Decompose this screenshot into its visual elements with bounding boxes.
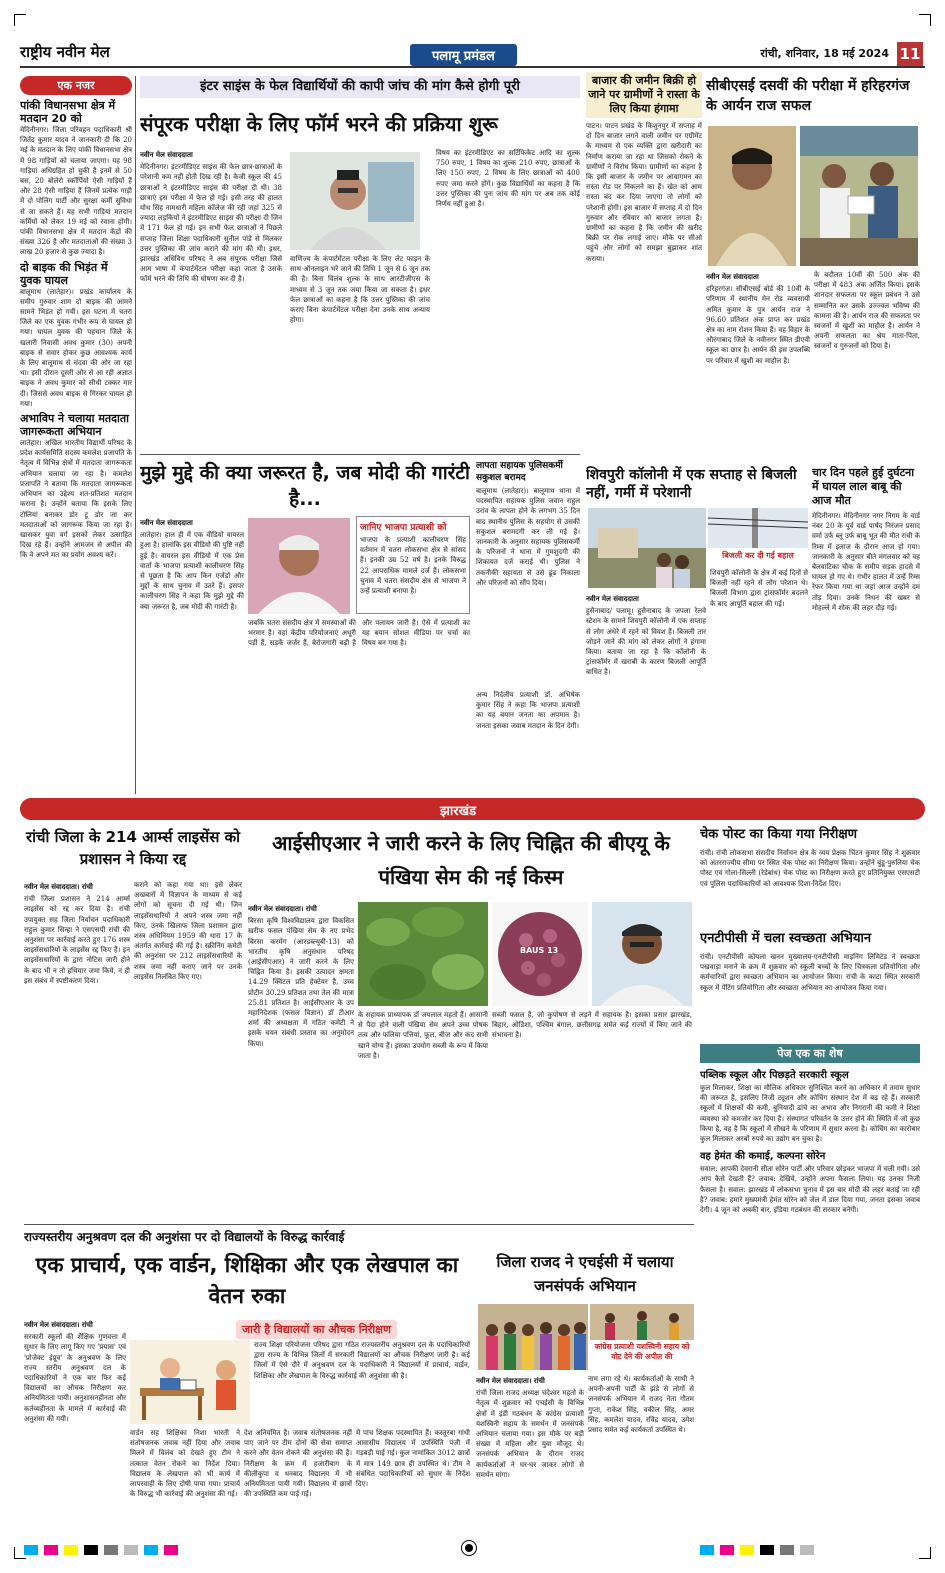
print-color-bar: [700, 1545, 814, 1555]
crowd-illustration: [478, 1304, 588, 1370]
story-body: शिवपुरी कॉलोनी के क्षेत्र में कई दिनों से बिजली नहीं रहने से लोग परेशान थे। बिजली विभाग द्वारा ट्रांसफॉर्मर बदलने के बाद आपूर्ति बहाल की गई।: [710, 569, 808, 608]
headline-text: चार दिन पहले हुई दुर्घटना में घायल लाल बाबू की आज मौत: [812, 466, 915, 507]
pole-photo: [708, 508, 808, 548]
brief-title: दो बाइक की भिड़ंत में युवक घायल: [20, 260, 108, 287]
body-text: हरिहरगंज। सीबीएसई बोर्ड की 10वीं के परिणाम में स्थानीय मेन रोड व्यवसायी अमित कुमार के पुत्र आर्यन राज ने 96.60 प्रतिशत अंक प्राप्त कर प्रखंड क्षेत्र का नाम रोशन किया है। वह विहार के औरंगाबाद जिले के नवीनगर स्थित डीएवी स्कूल का छात्र है। आर्यन की इस उपलब्धि पर परिवार में खुशी का माहौल है।: [706, 285, 810, 365]
body-text: बिरसा कृषि विश्वविद्यालय द्वारा विकसित खरीफ फसल पंखिया सेम के नए प्रभेद बिरसा करमेंग (आरडब्ल्यूबी-13) को भारतीय कृषि अनुसंधान परिषद (आईसीएआर) ने जारी करने के लिए चिह्नित किया है। इसकी उत्पादन क्षमता 14.29 क्विंटल प्रति हेक्टेयर है, उच्च प्रोटीन 30.29 प्रतिशत तथा तेल की मात्रा 25.81 प्रतिशत है। आईसीएआर के उप महानिदेशक (फसल विज्ञान) डॉ टीआर शर्मा की अध्यक्षता में गठित कमेटी ने इसके चयन संबंधी प्रस्ताव का अनुमोदन किया।: [248, 917, 354, 1048]
campaign-photo: [478, 1304, 588, 1370]
story-kicker: [140, 76, 580, 98]
body-text: हुसैनाबाद/ पलामू। हुसैनाबाद के जपला रेलवे स्टेशन के सामने शिवपुरी कॉलोनी में एक सप्ताह से लोग अंधेरे में रहने को विवश हैं। बिजली तार जोड़ने जाने की मांग को लेकर लोगों ने हंगामा किया। बताया जा रहा है कि कॉलोनी के ट्रांसफॉर्मर में खराबी के कारण बिजली आपूर्ति बाधित है।: [586, 607, 706, 677]
continued-body: सवाल: आपकी देवरानी सीता सोरेन पार्टी और परिवार छोड़कर भाजपा में चली गयी। उसे आप कैसे देखती हैं? जवाब: देखिये, उन्होंने अपना फैसला लिया। यह उनका निजी फैसला है। सवाल: झारखंड में लोकसभा चुनाव में इस बार मोदी की लहर बताई जा रही है? जवाब: हमारे मुख्यमंत्री हेमंत सोरेन को जेल में डाल दिया गया, जनता इसका जवाब देगी। 4 जून को अबकी बार, इंडिया गठबंधन की सरकार बनेगी।: [700, 1165, 920, 1215]
headline-text: संपूरक परीक्षा के लिए फॉर्म भरने की प्रक्रिया शुरू: [140, 112, 498, 136]
page-one-continued: [700, 1044, 920, 1528]
byline: नवीन मेल संवाददाता। रांची: [248, 904, 317, 913]
story-body: में पांच शिक्षक पदस्थापित हैं। कस्तूरबा गांधी आवासीय विद्यालय में उपस्थिति पंजी में गड़बड़ी पाई गई। कुल नामांकित 3012 छात्रों में मात्र 149 छात्र ही उपस्थित थे। टीम ने संबंधित पदाधिकारियों को सुधार के निर्देश दिए।: [356, 1429, 470, 1489]
continued-title: पब्लिक स्कूल और पिछड़ते सरकारी स्कूल: [700, 1070, 849, 1081]
registration-mark: [462, 1541, 476, 1555]
body-text: मेदिनीनगर। इंटरमीडिएट साइंस की फेल छात्र-छात्राओं के परेशानी कम नहीं होती दिख रही है। केजी स्कूल की 45 छात्राओं ने इंटरमीडिएट साइंस की परीक्षा दी थी। 38 छात्राएं इस परीक्षा में फेल हो गई। इसी तरह की हालत योध सिंह नामधारी महिला कॉलेज की रही जहां 325 से ज्यादा लड़कियों ने इंटरमीडिएट साइंस की परीक्षा दी जिन में 171 फेल हो गई। इन सभी फेल छात्राओं ने पिछले सप्ताह जिला शिक्षा पदाधिकारी सुनील पांडे से मिलकर उत्तर पुस्तिका की जांच कराने की मांग की थी। इधर, झारखंड अधिविध परिषद ने अब संपूरक परीक्षा जिसे आम भाषा में कंपार्टमेंटल परीक्षा कहा जाता है उसके फॉर्म भरने की तिथि की घोषणा कर दी है।: [140, 163, 282, 284]
dateline: रांची, शनिवार, 18 मई 2024: [760, 47, 889, 60]
brief-body: मेदिनीनगर। जिला परिवहन पदाधिकारी श्री जितेंद्र कुमार यादव ने जानकारी दी कि 20 मई के मतदान के लिए पांकी विधानसभा क्षेत्र में 98 गाड़ियों को चलाया जाएगा। यह 98 गाड़ियां अधिग्रहित हो चुकी है इनमें से 50 बस, 20 बोलेरो स्कॉर्पियो ऐसी गाड़ियों हैं और 28 ऐसी गाड़ियां हैं जिनमें प्रत्येक गाड़ी में दो पोलिंग पार्टी और सुरक्षा कर्मी सुविधा से जा सकते हैं। यह सभी गाड़ियां मतदान कर्मियों को लेकर 19 मई को रवाना होंगी। पांकी विधानसभा क्षेत्र में मतदान केंद्रों की संख्या 326 है और मतदाताओं की संख्या 3 लाख 20 हजार से कुछ ज्यादा है।: [20, 126, 132, 257]
headline-text: शिवपुरी कॉलोनी में एक सप्ताह से बिजली नहीं, गर्मी में परेशानी: [586, 467, 797, 501]
aryan-headline: [706, 76, 920, 120]
accident-story: [812, 466, 920, 792]
story-body: के सहायक प्राध्यापक डॉ जयलाल महतो हैं। आसानी से पैदा होने वाली पंखिया सेम अपने उच्च पोषक तत्व और फलिया पत्तियां, फूल, बीज और कंद सभी खाने योग्य हैं। इसका उपयोग सब्जी के रूप में किया जाता है।: [358, 1011, 488, 1060]
headline-text: एनटीपीसी में चला स्वच्छता अभियान: [700, 931, 872, 946]
colony-photo: [588, 508, 706, 588]
modi-headline: [140, 460, 470, 514]
teachers-kicker: [24, 1228, 470, 1248]
seed-photo: [492, 902, 588, 1006]
student-illustration: [708, 126, 796, 266]
story-body: अन्य निर्दलीय प्रत्याशी डॉ. अभिषेक कुमार सिंह ने कहा कि भाजपा प्रत्याशी का यह बयान जनता का अपमान है। जनता इसका जवाब मतदान के दिन देगी।: [476, 691, 580, 730]
page-header: [20, 40, 925, 68]
bean-plant-photo: [358, 902, 488, 1006]
candidate-photo: [248, 518, 350, 614]
print-color-bar: [24, 1545, 178, 1555]
story-body: के बदौलत 10वीं की 500 अंक की परीक्षा में 483 अंक अर्जित किया। इसके शानदार सफलता पर स्कूल प्रबंधन ने उसे सम्मानित कर उसके उज्ज्वल भविष्य की कामना की है। आर्यन राज की सफलता पर स्वजनों में खुशी का माहौल है। आर्यन ने अपनी सफलता का श्रेय माता-पिता, स्वजनों व गुरुजनों को दिया है।: [814, 271, 920, 351]
byline: नवीन मेल संवाददाता: [586, 594, 639, 603]
masthead: राष्ट्रीय नवीन मेल: [20, 43, 110, 61]
divider: [24, 1224, 694, 1225]
headline-text: आईसीएआर ने जारी करने के लिए चिह्नित की बीएयू के पंखिया सेम की नई किस्म: [272, 831, 670, 889]
byline: नवीन मेल संवाददाता। रांची: [476, 1376, 545, 1385]
campaign-photo-2: [590, 1304, 694, 1340]
page-number: 11: [897, 42, 923, 66]
body-text: लातेहार। हाल ही में एक वीडियो वायरल हुआ है। हालांकि इस वीडियो की पुष्टि नहीं हुई है। वायरल इस वीडियो में एक प्रेस वार्ता के भाजपा प्रत्याशी कालीचरण सिंह से पूछता है कि आप किन एजेंडों और मुद्दों के साथ चुनाव में उतरे हैं। इसपर कालीचरण सिंह ने कहा कि मुझे मुद्दे की क्या जरूरत है, जब मोदी की गारंटी है।: [140, 531, 244, 611]
caption: [590, 1342, 694, 1372]
story-body: देश अनियमित है। जवाब संतोषजनक नहीं पाए जाने पर टीम दोनों की सेवा समाप्त करने और वेतन रोकने की अनुशंसा की है। निरीक्षण के क्रम में हजारीबाग के कीलीकुपा व धनबाद विद्यालय में भी अनियमितता पायी गयी। विद्यालय में छात्रों की उपस्थिति कम पाई गई।: [244, 1429, 352, 1499]
story-body: कराने को कहा गया था। इसे लेकर अखबारों में विज्ञापन के माध्यम से कई लोगों को सूचना दी गई थी। जिन लाइसेंसधारियों ने अपने शस्त्र जमा नहीं किए, उनके खिलाफ जिला प्रशासन द्वारा शस्त्र अधिनियम 1959 की धारा 17 के अंतर्गत कार्रवाई की गई है। स्क्रीनिंग कमेटी की अनुशंसा पर 212 लाइसेंसधारियों के शस्त्र जमा नहीं कराए जाने पर उनके लाइसेंस निलंबित किए गए।: [134, 881, 242, 981]
section-band: [20, 798, 925, 820]
kicker-text: इंटर साइंस के फेल विद्यार्थियों की कापी जांच की मांग कैसे होगी पूरी: [200, 79, 520, 94]
section-label: पलामू प्रमंडल: [410, 44, 517, 66]
body-text: पाटन। पाटन प्रखंड के किशुनपुर में सप्ताह में दो दिन बाजार लगने वाली जमीन पर एग्रीमेंट के माध्यम से एक व्यक्ति द्वारा खरीदारी का निर्माण कराया जा रहा था जिसको रोकने के ग्रामीणों ने विरोध किया। ग्रामीणों का कहना है कि इसी बाजार के जमीन पर आवागमन का रास्ता रोड पर निकलने का हैं। खेत को आम रास्ता बंद कर दिया जाएगा तो लोगों को परेशानी होगी। इस बाजार में सप्ताह में दो दिन गुरुवार और रविवार को बाजार लगता है। ग्रामीणों का कहना है कि जमीन की खरीद बिक्री पर रोक लगाई जाए। मौके पर सीओ पहुंचे और लोगों को समझा बुझाकर शांत कराया।: [586, 122, 702, 263]
colony-illustration: [588, 508, 706, 588]
reporter-photo: [290, 152, 420, 250]
kicker-text: राज्यस्तरीय अनुश्रवण दल की अनुशंसा पर दो विद्यालयों के विरुद्ध कार्रवाई: [24, 1230, 345, 1244]
seed-label: BAUS 13: [520, 946, 559, 955]
story-body: सब्जी फसल है, जो कुपोषण से लड़ने में सहायक है। इसका प्रसार झारखंड, बिहार, ओडिशा, पश्चिम बंगाल, छत्तीसगढ़ समेत कई राज्यों में किए जाने की संभावना है।: [492, 1011, 692, 1040]
award-photo: [800, 126, 918, 266]
byline: नवीन मेल संवाददाता। रांची: [24, 1320, 93, 1329]
story-body: राज्य शिक्षा परियोजना परिषद द्वारा गठित राज्यस्तरीय अनुश्रवण दल के पदाधिकारियों द्वारा राज्य के विभिन्न जिलों में सरकारी विद्यालयों का औचक निरीक्षण जारी है। कई जिलों में ऐसे दौरे में अनुश्रवण दल के पदाधिकारी ने विद्यालयों में प्राचार्य, वार्डन, शिक्षिका और लेखपाल के विरुद्ध कार्रवाई की अनुशंसा की है।: [254, 1341, 470, 1380]
story-headline: [140, 104, 580, 146]
column-rule: [135, 76, 136, 794]
body-text: रांची। एनटीपीसी कोयला खनन मुख्यालय-एनटीपीसी माइनिंग लिमिटेड ने स्वच्छता पखवाड़ा मनाने के क्रम में शुक्रवार को स्कूली बच्चों के लिए चित्रकला प्रतियोगिता और कर्मचारियों द्वारा स्वच्छता अभियान का आयोजन किया। रांची के काटा स्थित सरकारी स्कूल में पेंटिंग प्रतियोगिता और स्वच्छता अभियान का आयोजन किया गया।: [700, 953, 920, 992]
brief-title: पांकी विधानसभा क्षेत्र में मतदान 20 को: [20, 99, 116, 125]
byline: नवीन मेल संवाददाता: [140, 150, 193, 159]
icar-headline: [248, 826, 694, 898]
person-illustration: [290, 152, 420, 250]
body-text: सरकारी स्कूलों की शैक्षिक गुणवत्ता में सुधार के लिए लागू किए गए 'प्रयास' एवं 'प्रोजेक्ट इंप्रूव' के अनुश्रवण के लिए राज्य स्तरीय अनुश्रवण दल के पदाधिकारियों ने एक बार फिर कई विद्यालयों का औचक निरीक्षण कर अनियमितता पायी। अनुशासनहीनता और कर्तव्यहीनता के मामले में कार्रवाई की अनुशंसा की गयी।: [24, 1333, 126, 1423]
story-body: [140, 516, 244, 792]
rjd-headline: [476, 1250, 694, 1302]
caption-text: कांग्रेस प्रत्याशी यशस्विनी सहाय को वोट देने की अपील की: [594, 1342, 690, 1361]
pole-illustration: [708, 508, 808, 548]
scientist-photo: [592, 902, 692, 1006]
ek-nazar-label: एक नजर: [20, 76, 132, 95]
story-body: [476, 1374, 584, 1530]
section-band-label: झारखंड: [440, 804, 477, 819]
story-body: [248, 902, 354, 1220]
bazar-story: [586, 72, 702, 492]
candidate-illustration: [248, 518, 350, 614]
brief-body: बालूमाथ (लातेहार)। प्रखंड कार्यालय के समीप गुरुवार शाम दो बाइक की आमने सामने भिड़ंत हो गयी। इस घटना में चतरा जिले का एक युवक गंभीर रूप से घायल हो गया। घायल युवक की पहचान जिले के खलारी निवासी अवध कुमार (30) अपनी बाइक से सवार होकर कुछ आवश्यक कार्य के लिए बालूमाथ से चंदवा की ओर जा रहा था। इसी दौरान दूसरी ओर से आ रही अज्ञात बाइक ने अवध कुमार को सीधी टक्कर मार दी। जिससे अवध बाइक से गिरकर घायल हो गया।: [20, 287, 132, 408]
crowd-illustration: [590, 1304, 694, 1340]
body-text: रांची जिला प्रशासन ने 214 आर्म्स लाइसेंस को रद्द कर दिया है। रांची उपायुक्त सह जिला निर्वाचन पदाधिकारी राहुल कुमार सिन्हा ने एसएसपी रांची की अनुशंसा पर कार्रवाई करते हुए 176 शस्त्र लाइसेंसधारियों के लाइसेंस रद्द किए हैं। इन लाइसेंसधारियों के द्वारा नोटिस जारी होने के बाद भी न तो हथियार जमा किये, न ही इस संबंध में स्पष्टीकरण दिया।: [24, 895, 130, 985]
story-body: विषय का इंटरमीडिएट का सर्टिफिकेट आदि का शुल्क 750 रुपए, 1 विषय का शुल्क 210 रुपए, छात्राओं के लिए 150 रुपए, 2 विषय के लिए छात्राओं को 400 रुपए जमा करने होंगे। कुछ विद्यार्थियों का कहना है कि उत्तर पुस्तिका की पुनः जांच की मांग पर अब तक कोई निर्णय नहीं हुआ है।: [436, 149, 580, 209]
body-text: बालूमाथ (लातेहार)। बालूमाथ थाना में पदस्थापित सहायक पुलिस जवान राहुल उरांव के लापता होने के लगभग 35 दिन बाद स्थानीय पुलिस के सहयोग से उसकी सकुशल बरामदगी कर ली गई है। जानकारी के अनुसार सहायक पुलिसकर्मी के परिजनों ने थाना में गुमशुदगी की शिकायत दर्ज कराई थी। पुलिस ने तकनीकी सहायता से उसे ढूंढ निकाला और परिजनों को सौंप दिया।: [476, 487, 580, 587]
continued-bar: पेज एक का शेष: [700, 1044, 920, 1063]
story-body: [24, 1318, 126, 1530]
cartoon-illustration: [130, 1340, 250, 1424]
student-photo: [708, 126, 796, 266]
ntpc-story: [700, 930, 920, 1040]
headline-text: रांची जिला के 214 आर्म्स लाइसेंस को प्रशासन ने किया रद्द: [25, 828, 241, 868]
story-body: [586, 592, 706, 792]
body-text: रांची जिला राजद अध्यक्ष चंदेश्वर महतो के नेतृत्व में शुक्रवार को एचईसी के विभिन्न क्षेत्रों में इंडी गठबंधन के कांग्रेस प्रत्याशी यशस्विनी सहाय के समर्थन में जनसंपर्क अभियान चलाया गया। इस मौके पर बड़ी संख्या में महिला और युवा मौजूद थे। जनसंपर्क अभियान के दौरान राजद कार्यकर्ताओं ने घर-घर जाकर लोगों से समर्थन मांगा।: [476, 1389, 584, 1479]
headline-text: जिला राजद ने एचईसी में चलाया जनसंपर्क अभियान: [496, 1253, 674, 1295]
headline-text: चेक पोस्ट का किया गया निरीक्षण: [700, 827, 858, 842]
box-title: जानिए भाजपा प्रत्याशी को: [360, 523, 447, 533]
continued-body: कुल मिलाकर, शिक्षा का मौलिक अधिकार सुनिश्चित करने का अधिकार में तमाम सुधार की जरूरत है, इसलिए निजी ट्यूशन और कोचिंग संस्थान देश में बढ़ रहे हैं। सरकारी स्कूलों में शिक्षकों की कमी, बुनियादी ढांचे का अभाव और निगरानी की कमी ने शिक्षा व्यवस्था को कमजोर कर दिया है। संस्थागत परिवर्तन के उत्तर होने की स्थिति में जो कुछ किया है, वह है कि स्कूलों में सीखने के परिणाम में सुधार करना है। कोचिंग का कारोबार कुल मिलाकर अरबों रुपये का उद्योग बन चुका है।: [700, 1084, 920, 1144]
brief-body: लातेहार। अखिल भारतीय विद्यार्थी परिषद के प्रदेश कार्यसमिति सदस्य कमलेश प्रजापति के नेतृत्व में विभिन्न क्षेत्रों में मतदाता जागरूकता अभियान चलाया जा रहा है। कमलेश प्रजापति ने बताया कि मतदाता जागरूकता अभियान का उद्देश्य शत-प्रतिशत मतदान कराना है। उन्होंने बताया कि इसके लिए टोलियां बनाकर डोर टू डोर जा कर मतदाताओं को जागरूक किया जा रहा है। खासकर युवा वर्ग इसको लेकर उत्साहित दिख रहे हैं। उन्होंने आमजन से अपील की कि वे अपने मत का प्रयोग अवश्य करें।: [20, 439, 132, 560]
shivpuri-headline: [586, 466, 808, 506]
story-body: [706, 270, 810, 462]
box-body: भाजपा के प्रत्याशी कालीचरण सिंह वर्तमान में चतरा लोकसभा क्षेत्र से सांसद हैं। इनकी उम्र 52 वर्ष है। इनके विरुद्ध 22 आपराधिक मामले दर्ज हैं। लोकसभा चुनाव में चतरा संसदीय क्षेत्र से भाजपा ने उन्हें प्रत्याशी बनाया है।: [360, 536, 466, 596]
byline: नवीन मेल संवाददाता: [706, 272, 759, 281]
scientist-illustration: [592, 902, 692, 1006]
headline-text: एक प्राचार्य, एक वार्डन, शिक्षिका और एक लेखपाल का वेतन रुका: [35, 1253, 459, 1308]
caption: [708, 550, 808, 564]
byline: नवीन मेल संवाददाता। रांची: [24, 882, 93, 891]
headline-text: मुझे मुद्दे की क्या जरूरत है, जब मोदी की गारंटी है...: [140, 462, 470, 510]
body-text: मेदिनीनगर। मेदिनीनगर नगर निगम के वार्ड नंबर 20 के पूर्व वार्ड पार्षद निरंजन प्रसाद वर्मा उर्फ ब्लू उर्फ बाबू भूत की मौत रांची के रिम्स में इलाज के दौरान आज हो गया। जानकारी के अनुसार बीते मंगलवार को वह बेलवाटिका चौक के समीप सड़क हादसे में घायल हो गए थे। गंभीर हालत में उन्हें रिम्स रेफर किया गया था जहां आज उन्होंने दम तोड़ दिया। उनके निधन की खबर से मोहल्ले में शोक की लहर दौड़ गई।: [812, 512, 920, 612]
continued-title: वह हेमंत की कमाई, कल्पना सोरेन: [700, 1151, 826, 1163]
story-body: [24, 880, 130, 1220]
ek-nazar-column: [20, 76, 132, 794]
story-body: जबकि चतरा संसदीय क्षेत्र में समस्याओं की भरमार है। वहां केंद्रीय परियोजनाएं अधूरी पड़ी हैं, सड़कें जर्जर हैं, बेरोजगारी बढ़ी है और पलायन जारी है। ऐसे में प्रत्याशी का यह बयान सोशल मीडिया पर चर्चा का विषय बन गया है।: [248, 619, 470, 648]
story-body: वार्डन सह शिक्षिका निशा भारती ने संतोषजनक जवाब नहीं दिया और जवाब मिलने में विलंब को देखते हुए टीम ने तत्काल वेतन रोकने का निर्देश दिया। विद्यालय के लेखपाल को भी कार्य में लापरवाही के लिए दोषी पाया गया। प्राचार्य के विरुद्ध भी कार्रवाई की अनुशंसा की गई।: [130, 1429, 240, 1499]
divider: [140, 454, 580, 455]
caption-text: बिजली कर दी गई बहाल: [722, 551, 794, 560]
story-body: नाम लगा रहे थे। कार्यकर्ताओं के साथी ने अपनी-अपनी पार्टी के झंडे से लोगों से जनसंपर्क अभियान में राजद नेता गौतम गुप्ता, राकेश सिंह, वकील सिंह, अमर सिंह, कमलेश यादव, रविंद्र यादव, उमेश प्रसाद समेत कई कार्यकर्ता उपस्थित थे।: [588, 1375, 694, 1435]
teachers-headline: [24, 1250, 470, 1314]
brief-title: अभाविप ने चलाया मतदाता जागरूकता अभियान: [20, 412, 129, 439]
body-text: रांची। रांची लोकसभा संसदीय निर्वाचन क्षेत्र के व्यय प्रेक्षक चिंटन कुमार सिंह ने शुक्रवार को अंतरराज्यीय सीमा पर स्थित चेक पोस्ट का निरीक्षण किया। उन्होंने बुंडू-पुरुलिया चेक पोस्ट एवं गोला-सिल्ली (रेडेबांध) चेक पोस्ट का निरीक्षण करते हुए प्रतिनियुक्त एसएसटी एवं पुलिस पदाधिकारियों को आवश्यक दिशा-निर्देश दिए।: [700, 849, 920, 888]
headline-text: सीबीएसई दसवीं की परीक्षा में हरिहरगंज के आर्यन राज सफल: [706, 78, 910, 114]
story-body: [140, 148, 282, 448]
arms-headline: [24, 826, 242, 876]
candidate-info-box: [356, 516, 470, 614]
headline-text: बाजार की जमीन बिक्री हो जाने पर ग्रामीणों ने रास्ता के लिए किया हंगामा: [586, 72, 702, 118]
byline: नवीन मेल संवाददाता: [140, 518, 193, 527]
cartoon: [130, 1340, 250, 1424]
plant-illustration: [358, 902, 488, 1006]
story-body: वाणिज्य के कंपार्टमेंटल परीक्षा के लिए लेट फाइन के साथ ऑनलाइन भरे जाने की तिथि 1 जून से 6 जून तक की है। बिना विलंब शुल्क के साथ आरटीजीएस के माध्यम से 3 जून तक जमा किया जा सकता है। इधर फेल छात्राओं का कहना है कि उत्तर पुस्तिका की जांच कराए बिना कंपार्टमेंटल परीक्षा देना उनके साथ अन्याय होगा।: [290, 255, 430, 325]
headline-text: लापता सहायक पुलिसकर्मी सकुशल बरामद: [476, 461, 563, 483]
award-illustration: [800, 126, 918, 266]
inspection-label: जारी है विद्यालयों का औचक निरीक्षण: [236, 1320, 397, 1339]
